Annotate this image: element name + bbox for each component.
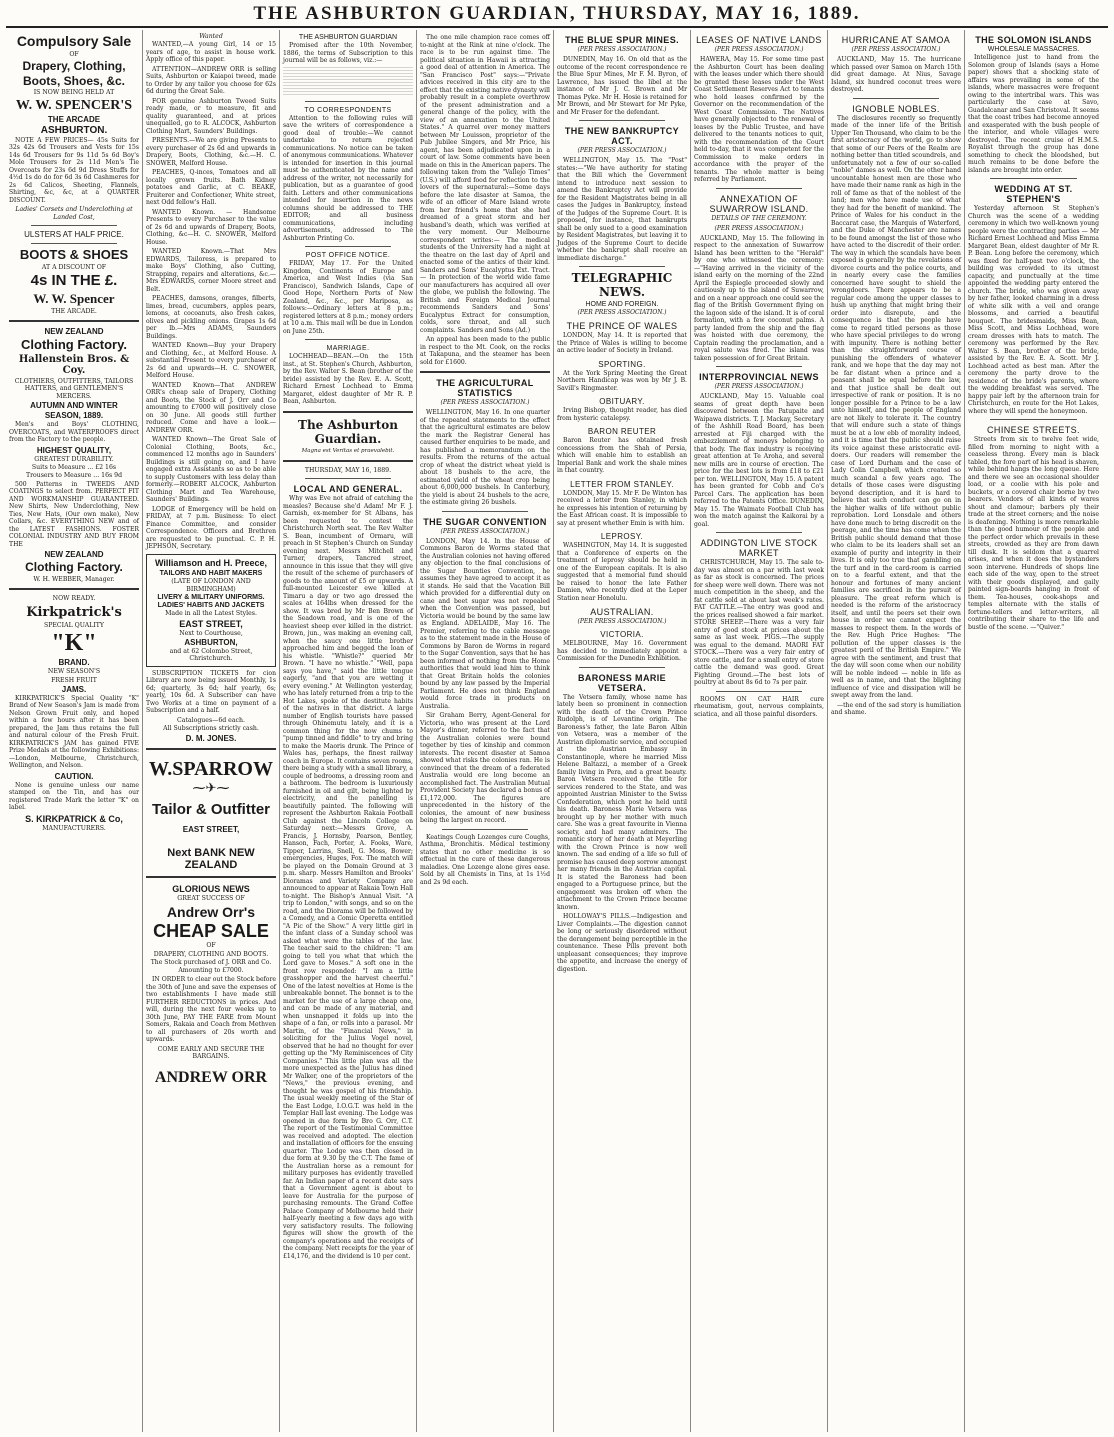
ad-williamson-town: ASHBURTON,	[184, 637, 238, 647]
ad-nz-text: 500 Patterns in TWEEDS AND COATINGS to select from. PERFECT FIT AND WORKMANSHIP GUARANTEED. New Shirts, New Underclothing, New Ties, New Hats, (Our own make), New Collars, &c. EVERYTHING NEW and of the LATEST FASHIONS. FOSTER COLONIAL INDUSTRY AND BUY FROM THE	[9, 480, 139, 548]
section-head-telegraphic: TELEGRAPHIC NEWS.	[571, 271, 673, 299]
ad-subscription-line: All Subscriptions strictly cash.	[163, 725, 259, 733]
section-head: THE SUGAR CONVENTION	[423, 516, 547, 527]
ad-williamson-line: LIVERY & MILITARY UNIFORMS.	[157, 594, 265, 602]
section-head: THE AGRICULTURAL STATISTICS	[436, 378, 534, 398]
divider	[9, 320, 139, 322]
article-text: DUNEDIN, May 16. On old that as the outcome of the recent correspondence re the Blue Spur Mines, Mr F. M. Byron, of Lawrence, has issued the libel at the instance of Mr J. C. Brown and Mr Thomas Pyke. Mr H. Hosie is retained for Mr Brown, and Mr Stewart for Mr Pyke, and Mr Fraser for the defendant.	[557, 56, 687, 116]
ad-sparrow-trade: Tailor & Outfitter	[151, 800, 271, 818]
ad-nz-firm: Hallenstein Bros. & Coy.	[18, 353, 130, 376]
ad-orr-line: COME EARLY AND SECURE THE BARGAINS.	[157, 1045, 265, 1061]
section-head: INTERPROVINCIAL NEWS	[699, 372, 819, 382]
article-text: LONDON, May 15. Mr F. De Winton has received a letter from Stanley, in which he expresses his intention of returning by the East African coast. It is impossible to say at present whether Emin is with him.	[557, 489, 687, 527]
ad-spencer-name: W. W. SPENCER'S	[15, 97, 133, 113]
section-subhead: (PER PRESS ASSOCIATION.)	[714, 224, 804, 232]
masthead-title: THE ASHBURTON GUARDIAN, THURSDAY, MAY 16, 1889.	[253, 3, 861, 24]
classified-ad: LODGE of Emergency will be held on FRIDAY, at 7 p.m. Business: To elect Finance Committee, and consider Correspondence. Officers and Brethren are requested to be punctual. C. P. H. JEPHSON, Secretary.	[146, 505, 276, 551]
ad-williamson-line: (LATE OF LONDON AND BIRMINGHAM)	[171, 578, 251, 593]
ad-subscription-line: Catalogues—6d each.	[177, 716, 245, 724]
section-head: THE NEW BANKRUPTCY ACT.	[564, 126, 680, 146]
classified-ad: PEACHES, Q-inces, Tomatoes and all locally grown fruits. Bath Kidney potatoes and Garlic, at C. BEAKE, Fruiterer and Confectioner, White street, next Odd fellow's Hall.	[146, 169, 276, 207]
ad-nz-line: AUTUMN AND WINTER	[30, 401, 118, 411]
ad-kirk-line: NEW SEASON'S	[47, 668, 101, 676]
ad-spencer-line: Drapery, Clothing,	[22, 59, 126, 74]
ad-nz-text: Men's and Boys' CLOTHING, OVERCOATS, and WATERPROOFS direct from the Factory to the people.	[9, 421, 139, 444]
section-subhead: (PER PRESS ASSOCIATION.)	[577, 309, 667, 316]
divider	[579, 266, 665, 267]
ad-orr-line: OF	[206, 942, 216, 950]
section-head: MARRIAGE.	[326, 345, 370, 352]
ad-spencer-line: THE ARCADE	[47, 114, 101, 124]
classified-ad: PEACHES, damsons, oranges, filberts, limes, bread, cucumbers, apples pears, lemons, at cocoanuts, also fresh cakes, olives and pickling onions. Grapes 1s 6d per lb.—Mrs ADAMS, Saunders Buildings.	[146, 295, 276, 340]
article-text: LONDON, May 14. In the House of Commons Baron de Worms stated that the Australian colonies not having offered any objection to the final conclusions of the Sugar Bounties Convention, he assumes they have agreed to accept it as it stands. He said that the Vacation Bill which provided for a differential duty on cane and beet sugar was not repealed when the Convention was passed, but Victoria would be bound by the same law as England. ADELAIDE, May 16. The Premier, referring to the cable message as to the statement made in the House of Commons by Baron de Worms in regard to the Sugar Convention, says that he has been informed of nothing from the Home authorities that would lead him to think that Great Britain holds the colonies bound by any law passed by the Imperial Parliament. He does not think England would force trade in products on Australia.	[420, 537, 550, 710]
section-head: WEDDING AT ST. STEPHEN'S	[994, 184, 1073, 204]
article-text: LOCHHEAD—BEAN.—On the 15th inst., at St. Stephen's Church, Ashburton, by the Rev. Walter S. Bean (brother of the bride) assisted by the Rev. E. A. Scott, Richard Ernest Lochhead to Emma Margaret, eldest daughter of Mr R. P. Bean, Ashburton.	[283, 353, 413, 405]
ad-nz-line: HIGHEST QUALITY,	[36, 445, 112, 455]
article-text: CHRISTCHURCH, May 15. The sale to-day was almost on a par with last week as far as stock is concerned. The prices for sheep were well down. There was not much competition in the sheep, and the fat cattle sold at about last week's rates. FAT CATTLE.—The entry was good and the prices realised showed a fair market. STORE SHEEP.—There was a very fair entry of good stock at prices about the same as last week. PIGS.—The supply was equal to the demand. MAORI FAT STOCK.—There was a very fair entry of store cattle, and for a small entry of store cattle the demand was good. Great Fighting Ground.—The best lots of poultry at about 8s 6d to 7s per pair.	[694, 559, 824, 686]
ad-subscription-name: D. M. JONES.	[185, 733, 237, 743]
divider	[579, 120, 665, 121]
ad-boots-name: W. W. Spencer	[33, 290, 115, 306]
article-text: WELLINGTON, May 15. The "Post" states:—"We have authority for stating that the Bill which the Government intend to introduce next session to amend the Bankruptcy Act will provide for the Resident Magistrates being in all cases the Judges in Bankruptcy, instead of the Judges of the Supreme Court. It is proposed, for instance, that bankrupts shall be only sued to a good examination by Resident Magistrates, but leaving it to Judges of the Supreme Court to decide whether the bankrupt shall receive an immediate discharge."	[557, 157, 687, 262]
ad-orr-stock: The Stock purchased of J. ORR and Co. Amounting to £7000.	[150, 959, 272, 974]
ad-orr-signature: ANDREW ORR	[154, 1068, 268, 1086]
divider	[31, 225, 117, 226]
ad-spencer-headline: Compulsory Sale	[16, 33, 132, 49]
ad-kirk-line: SPECIAL QUALITY	[44, 621, 104, 629]
section-subhead: (PER PRESS ASSOCIATION.)	[577, 618, 667, 625]
article-text: LONDON, May 14. It is reported that the Prince of Wales is willing to become an active leader of Society in Ireland.	[557, 332, 687, 354]
terms-table	[283, 67, 413, 97]
section-head: POST OFFICE NOTICE.	[305, 252, 391, 259]
ad-ulsters: ULSTERS AT HALF PRICE.	[24, 230, 124, 239]
divider	[716, 691, 802, 692]
article-text: Intelligence just to hand from the Solomon group of Islands (says a Home paper) shows that a shocking state of affairs was prevailing in some of the islands, where massacres were frequent owing to the intertribal wars. This was particularly the case at Savo, Guadalcanar and San Christoval. It seems that the coast tribes had become annoyed and exasperated with the bush people of the interior, and whole villages were destroyed. The recent cruise of H.M.S. Royalist through the group has done something to check the bloodshed, but much remains to be done before the islands are brought into order.	[968, 54, 1099, 174]
classified-ad: ATTENTION—ANDREW ORR is selling Suits, Ashburton or Kaiapoi tweed, made to Order by any tailor you choose for 62s 6d during the Great Sale.	[146, 65, 276, 96]
ad-boots-line: AT A DISCOUNT OF	[41, 263, 107, 271]
divider	[9, 588, 139, 590]
ad-keatings: Keatings Cough Lozenges cure Coughs, Asthma, Bronchitis. Medical testimony states that no other medicine is so effectual in the cure of these dangerous maladies. One Lozenge alone gives ease. Sold by all Chemists in Tins, at 1s 1½d and 2s 9d each.	[420, 833, 550, 886]
article-text: —the end of the sad story is humiliation and shame.	[831, 701, 961, 716]
ad-williamson-line: TAILORS AND HABIT MAKERS	[159, 570, 263, 578]
ad-kirk-name: Kirkpatrick's	[26, 604, 122, 620]
section-head: IGNOBLE NOBLES.	[852, 103, 940, 114]
ad-sparrow-location: Next BANK NEW ZEALAND	[167, 847, 255, 871]
ad-kirk-line: BRAND.	[58, 658, 90, 668]
divider	[305, 101, 391, 102]
article-text: The one mile champion race comes off to-night at the Rink at nine o'clock. The race is to be run against time. The political situation in Hawaii is attracting a good deal of attention in America. The "San Francisco Post" says:—"Private advices received in this city are to the effect that the existing native dynasty will probably result in a complete overthrow of the present administration and a general change of the policy, with the view of an annexation to the United States." A quarrel over money matters between Mr Louisson, proprietor of the Pub Jubilee Singers, and Mr Price, his agent, has been adjudicated upon in a court of law. Some comments have been made on this in the American papers. The following taken from the "Vallejo Times" (U.S.) will afford food for reflection to the lovers of the supernatural:—Some days before the late disaster at Samoa, the wife of an officer of Mare Island wrote from her friend's home that she had dreamed of a great storm and her husband's death, which was verified at the very moment. Our Melbourne correspondent writes:— The medical students of the University had a night at the theatre on the last day of April and enacted some of the antics of their kind. Sanders and Sons' Eucalyptus Ext. Tract.— In protection of the world wide fame our manufacturers has acquired all over the globe, we publish the following. The British and Foreign Medical Journal recommends Sanders and Sons' Eucalyptus Extract for consumption, colds, sore throat, and all such complaints. Sanders and Sons (Ad.)	[420, 34, 550, 334]
article-text: AUCKLAND, May 15. The hurricane which passed over Samoa on March 15th did great damage. At Nius, Savage Island, six hundred coconut trees were destroyed.	[831, 56, 961, 93]
divider	[990, 419, 1077, 420]
ad-nz-line: GREATEST DURABILITY.	[34, 455, 114, 463]
article-text: Why was Eve not afraid of catching the measles? Because she'd Adam! Mr F. J. Garnish, ex-member for St Albans, has been requested to contest the Christchurch North seat. The Rev Walter S. Bean, incumbent of Ormaru, will preach in St Stephen's Church on Sunday evening next. Messrs Mitchell and Turner, drapers, Tancred street, announce in this issue that they will give the result of the scheme of purchasers of goods to the amount of £5 or upwards. A full-mounted Leicester ewe killed at Timaru a day or two ago dressed the scales at 164lbs when dressed for the show. It was bred by Mr Ben Brown of the Seadown road, and is one of the heaviest sheep ever killed in the district. Brown, jun., was making an evening call, when the saucy one little brother approached him and begged the loan of his whistle. "Whistle?" queried Mr Brown. "I have no whistle." "Well, papa says you have," said the little tongue eagerly, "and that you are wetting it every evening." At Wellington yesterday, who has lately returned from a trip to the Hot Lakes, spoke of the destitute habits of the natives in that district. A large number of English tourists have passed through Ohinemutu lately, and it is a common thing for the now chums to "pump tinned and fiddle" to try and bring to make the Maoris drunk. The Prince of Wales has, perhaps, the finest railway coach in Europe. It contains seven rooms, there being a study with a small library, a couple of bedrooms, a dressing room and a bathroom. The bedroom is luxuriously furnished in oil and gilt, being lighted by electricity, and the panelling is beautifully painted. The following will represent the Ashburton Rakaia Football Club against the Lincoln College on Saturday next:—Messrs Grove, A. Francis, J. Hornsby, Pearson, Bentley, Hanson, Fach, Porter, A. Fooks, Ware, Tipper, Larrins, Snell, G. Moss, Bower; emergencies, Huges, Fox. The match will be played on the Domain Ground at 3 p.m. sharp. Messrs Hamilton and Brooks' Dioramas and Variety Company are announced to appear at Rakaia Town Hall to-night. The Bishop's Annual Visit. "A trip to London," with songs, and so on the road, and the Diorama will be followed by a Comedy, and a Comic Operetta entitled "A Pic of the Show." A very little girl in the infant class of a Sunday school was asked what were the tables of the law. The teacher said to the children: "I am going to tell you what that which the Lord gave to Moses." A soft one in the front row responded: "I am a little grasshopper and the harvest cheerful." One of the latest novelties at Home is the unbreakable bonnet. The bonnet is to the market for the use of a large cheap one, and can be made of any material, and when unsnapped it folds up into the shape of a fan, or rolls into a parasol. Mr Martin, of the "Financial News," in soliciting for the Julius Vogel novel, observed that he had no thought for ever getting up the "My Reminiscences of City Companies." This little plan was all the more unexpected as the Julius has dined Mr Walker, one of the proprietors of the "News," the previous evening, and thought he was gospel of his friendship. The usual weekly meeting of the Star of the East Lodge, I.O.G.T. was held in the Templar Hall last evening. The Lodge was opened in due form by Bro G. Orr, C.T. The report of the Testimonial Committee was received and adopted. The election and installation of officers for the ensuing quarter. The Lodge was then closed in due form at 9.30 by the C.T. The fame of the Australian horse as a remount for military purposes has evidently travelled far. An Indian paper of a recent date says that a Government agent is about to leave for Australia for the purpose of purchasing remounts. The Grand Coffee Palace Company of Melbourne held their half-yearly meeting a few days ago with very satisfactory results. The following figures will show the growth of the company's operations and the receipts of the company. Nett receipts for the year of £14,176, and the dividend is 10 per cent.	[283, 495, 413, 1260]
article-text: Attention to the following rules will save the writers of correspondence a good deal of trouble:—We cannot undertake to return rejected communications. No notice can be taken of anonymous communications. Whatever is intended for insertion in this journal must be authenticated by the name and address of the writer, not necessarily for publication, but as a guarantee of good faith. Letters and other communications intended for insertion in the news columns should be addressed to THE EDITOR; and all business communications, including advertisements, addressed to The Ashburton Printing Co.	[283, 114, 413, 242]
classified-ad: WANTED Known—That ANDREW ORR's cheap sale of Drapery, Clothing and Boots, the Stock of J. Orr and Co amounting to £7000 will positively close on 30 June. All goods still further reduced. Come and have a look.—ANDREW ORR.	[146, 381, 276, 434]
section-head: THE ASHBURTON GUARDIAN	[298, 34, 398, 41]
ad-kirk-caution: None is genuine unless our name stamped on the Tin, and has our registered Trade Mark the letter "K" on label.	[9, 781, 139, 812]
divider	[716, 366, 802, 367]
article-text: WASHINGTON, May 14. It is suggested that a Conference of experts on the treatment of leprosy should be held in one of the European capitals. It is also suggested that a memorial fund should be raised to honor the late Father Damien, who recently died at the Leper Station near Honolulu.	[557, 542, 687, 602]
ad-boots-discount: 4s IN THE £.	[30, 272, 118, 290]
section-subhead: HOME AND FOREIGN.	[585, 301, 659, 308]
classified-ad: WANTED Known—The Great Sale of Colonial Clothing, Boots, &c., commenced 12 months ago in Saunders' Buildings is still going on, and I have engaged extra Assistants so as to be able to supply Customers with less delay than formerly.—ROBERT ALCOCK, Ashburton Clothing Mart and Tea Warehouse, Saunders' Buildings.	[146, 436, 276, 504]
section-head: BARONESS MARIE VETSERA.	[577, 672, 667, 693]
ad-rooms: ROOMS ON CAT HAIR cure rheumatism, gout, nervous complaints, sciatica, and all those painful disorders.	[694, 695, 824, 718]
divider	[305, 478, 391, 479]
article-text: Streets from six to twelve feet wide, filled from morning to night with a ceaseless throng. Every man is black tabled, the fore part of his head is shaven, while behind hangs the long queue. Here and there we see an occasional shoulder load, or a coolie with his pole and buckets, or a covered chair borne by two bearers. Vendors of all kinds of wares shout and clamour; barbers ply their trade at the street corners; and the noise is deafening. Nothing is more remarkable than the good humour of the people and the perfect order which prevails in these streets, crowded as they are from dawn till dusk. It is seldom that a quarrel arises, and when it does the bystanders soon intervene. Hundreds of shops line each side of the way, open to the street with their goods displayed, and gaily painted sign-boards hanging in front of them. Tea-houses, cook-shops and temples alternate with the stalls of fortune-tellers and letter-writers, all contributing their share to the life and bustle of the scene. —"Quiver."	[968, 436, 1099, 631]
article-text: The Vetsera family, whose name has lately been so prominent in connection with the death of the Crown Prince Rudolph, is of Levantine origin. The Baroness's father, the late Baron Albin von Vetsera, was a member of the Austrian diplomatic service, and occupied at the Austrian Embassy in Constantinople, where he married Miss Helene Baltazzi, a member of a Greek family living in Pera, and a great beauty. Baron Vetsera received the title for services rendered to the State, and was appointed Austrian Minister to the Swiss Confederation, which post he held until his death. Baroness Marie Vetsera was brought up by her mother with much care. She was a great favourite in Vienna society, and had many admirers. The romantic story of her death at Meyerling with the Crown Prince is now well known. The sad ending of a life so full of promise has caused deep sorrow amongst her many friends in the Austrian capital. It is stated the Baroness had been engaged to a Portuguese prince, but the engagement was broken off when the attachment to the Crown Prince became known.	[557, 693, 687, 911]
ad-williamson-line: Next to Courthouse,	[179, 629, 243, 637]
article-text: AUCKLAND, May 15. Valuable coal seams of great depth have been discovered between the Patupaite and Waipawa districts. T. J. Mackay, Secretary of the Ashhill Road Board, has been arrested at Fiji charged with the embezzlement of moneys belonging to that body. The flax industry is receiving great attention at Te Aroha, and several new mills are in course of erection. The price for the best lots is from £18 to £21 per ton. WELLINGTON, May 15. A patent has been granted for Cobb and Co's Parcel Cars. The application has been referred to the Patents Office. DUNEDIN, May 15. The Waimate Football Club has won the match against the Kaikorai by a goal.	[694, 393, 824, 528]
ad-subscription: SUBSCRIPTION TICKETS for cion Library are now being issued Monthly, 1s 6d; quarterly, 3s 6d; half yearly, 6s; yearly, 10s 6d. A Subscriber can have Two Works at a time on payment of a Subscription and a half.	[146, 669, 276, 715]
article-text: FRIDAY, May 17. For the United Kingdom, Continents of Europe and America, and West Indies (via San Francisco), Sandwich Islands, Cape of Good Hope, Northern Ports of New Zealand, &c., &c., per Mariposa, as follows:—Ordinary letters at 8 p.m.; registered letters at 8 p.m.; money orders at 10 a.m. This mail will be due in London on June 25th.	[283, 260, 413, 335]
article-text: Baron Reuter has obtained fresh concessions from the Shah of Persia, which will enable him to establish an Imperial Bank and work the shale mines in that country.	[557, 437, 687, 474]
ad-spencer-footer: Ladies' Corsets and Underclothing at Landed Cost,	[15, 206, 133, 221]
article-text: The disclosures recently so frequently made of the inner life of the British Upper Ten Thousand, who claim to be the first aristocracy of the world, go to show that some of our Peers of the Realm are nothing better than titled scoundrels, and unfortunately not a few of our so-called "noble" dames as well. On the other hand uncountable honest men are those who have made their name rank as high in the roll of fame as that of the noblest of the land; men who have made use of what they had for the benefit of mankind. The Prince of Wales for his conduct in the Baccarat case, the Marquis of Waterford, and the Duke of Manchester are names to be found amongst the list of those who have acted to the discredit of their order. The way in which the scandals have been exposed is generally by the revelations of divorce courts and the police courts, and in nearly every case the families concerned have sought to shield the wrongdoers. There appears to be a regular code among the upper classes to hush up anything that might bring their order into disrepute, and the consequence is that the people have come to regard titled persons as those who have special privileges to do wrong with impunity. There is nothing better than the straightforward course of punishing the offenders of whatever rank, and we hope that the day may not be far distant when a prince and a peasant shall be equal before the law, and that justice shall be dealt out irrespective of rank or position. It is no longer possible for a Prince to be a law unto himself, and the people of England are not likely to tolerate it. The country that will endure such a state of things must be at a low ebb of morality indeed, and it is time that the public should raise its voice against these aristocratic evil-doers. Our readers will remember the case of Lord Durham and the case of Lady Colin Campbell, which created so much scandal a few years ago. The details of those cases were disgusting beyond description, and it is hard to believe that such conduct can go on in the higher walks of life without public reprobation. Lord Lonsdale and others have done much to bring discredit on the peerage, and the time has come when the British public should demand that those who claim to be its leaders shall set an example of purity and integrity in their lives. It is only too true that gambling on the turf and in the card-room is carried on to a fearful extent, and that the honour and fortunes of many ancient families are sacrificed in the pursuit of pleasure. The great reform which is needed is the reform of the aristocracy itself, and until the peers set their own house in order we cannot expect the masses to respect them. In the words of the Rev. Hugh Price Hughes: "The pollution of the upper classes is the greatest peril of the British Empire." We agree with the sentiment, and trust that the day will soon come when our nobility will be noble indeed — noble in life as well as in name, and that the blighting influence of vice and dissipation will be swept away from the land.	[831, 114, 961, 699]
column-3	[280, 30, 417, 1432]
article-text: Yesterday afternoon St Stephen's Church was the scene of a wedding ceremony in which two well-known young people were the contracting parties — Mr Richard Ernest Lochhead and Miss Emma Margaret Bean, eldest daughter of Mr R. P. Bean. Long before the ceremony, which was fixed for half-past two o'clock, the building was crowded to its utmost capacity, and punctually at the time appointed the wedding party entered the church. The bride, who was given away by her father, looked charming in a dress of white silk with a veil and orange blossoms, and carried a beautiful bouquet. The bridesmaids, Miss Bean, Miss Scott, and Miss Lochhead, wore cream dresses with hats to match. The ceremony was performed by the Rev. Walter S. Bean, brother of the bride, assisted by the Rev. E. A. Scott. Mr J. Lochhead acted as best man. After the ceremony the party drove to the residence of the bride's parents, where the wedding breakfast was served. The happy pair left by the afternoon train for Christchurch, en route for the Hot Lakes, where they will spend the honeymoon.	[968, 205, 1099, 415]
ad-nz-line: SEASON, 1889.	[44, 411, 104, 421]
ad-kirk-line: FRESH FRUIT	[51, 676, 97, 684]
section-subhead: (PER PRESS ASSOCIATION.)	[440, 399, 530, 406]
divider	[579, 667, 665, 668]
section-head: LEPROSY.	[600, 532, 644, 541]
section-head: BARON REUTER	[587, 427, 657, 436]
ad-williamson-street: EAST STREET,	[179, 618, 243, 629]
article-text: Irving Bishop, thought reader, has died from hysteric catalepsy.	[557, 407, 687, 422]
article-text: MELBOURNE, May 16. Government has decided to immediately appoint a Commission for the Dunedin Exhibition.	[557, 640, 687, 662]
ad-spencer-prices: NOTE A FEW PRICES— 45s Suits for 32s 42s 6d Trousers and Vests for 15s 14s 6d Trousers for 9s 11d 5s 6d Boy's Mole Trousers for 2s 11d Men's Tie Overcoats for 23s 6d 9d Dress Stuffs for 4½d 1s do do for 6d 3s 6d Cashmeres for 2s 6d Calicos, Sheeting, Flannels, Shirting, &c, &c, at a QUARTER DISCOUNT.	[9, 136, 139, 204]
ad-nz-price: Suits to Measure ... £2 16s	[31, 463, 117, 471]
divider	[442, 511, 528, 512]
column-8	[965, 30, 1102, 1432]
ad-kirk-brand-k: "K"	[51, 630, 97, 657]
section-head: LEASES OF NATIVE LANDS	[696, 35, 822, 45]
section-head: TO CORRESPONDENTS	[304, 106, 392, 114]
ad-orr-name: Andrew Orr's	[166, 903, 256, 920]
divider	[146, 876, 276, 878]
section-head: ANNEXATION OF SUWARROW ISLAND.	[709, 193, 809, 214]
section-subhead: (PER PRESS ASSOCIATION.)	[440, 527, 530, 535]
ad-nz-headline: Clothing Factory.	[25, 560, 123, 575]
sparrow-bird-icon: ⁓✈⁓	[192, 780, 230, 796]
divider	[420, 371, 550, 373]
ad-kirk-line: NOW READY.	[52, 595, 96, 603]
section-head: ADDINGTON LIVE STOCK MARKET	[700, 538, 818, 558]
ad-nz-price: Trousers to Measure ... 16s 9d	[25, 472, 123, 480]
section-subhead: (PER PRESS ASSOCIATION.)	[714, 46, 804, 53]
section-head: THE BLUE SPUR MINES.	[564, 35, 679, 45]
divider	[305, 246, 391, 247]
ad-spencer-line: IS NOW BEING HELD AT	[33, 89, 115, 97]
ad-orr-sale: CHEAP SALE	[153, 920, 269, 941]
section-subhead: (PER PRESS ASSOCIATION.)	[851, 46, 941, 53]
ad-spencer-of: OF	[69, 50, 79, 58]
ad-kirk-caution-head: CAUTION.	[54, 771, 94, 781]
section-head: THE SOLOMON ISLANDS	[975, 35, 1092, 45]
divider	[716, 188, 802, 189]
classified-ad: WANTED,—A young Girl, 14 or 15 years of age, to assist in house work. Apply office of this paper.	[146, 41, 276, 64]
ad-williamson-line: and at 62 Colombo Street, Christchurch.	[169, 647, 253, 663]
ad-williamson-name: Williamson and H. Preece,	[155, 557, 267, 568]
column-5	[554, 30, 691, 1432]
ad-orr-line: DRAPERY, CLOTHING AND BOOTS.	[153, 950, 269, 958]
column-1	[6, 30, 143, 1432]
divider	[853, 98, 939, 99]
ad-nz-headline: Clothing Factory.	[21, 337, 127, 353]
section-head: VICTORIA.	[600, 630, 644, 639]
ad-boots-line: THE ARCADE.	[51, 307, 97, 315]
section-subhead: (PER PRESS ASSOCIATION.)	[714, 383, 804, 390]
divider	[31, 243, 117, 244]
article-text: AUCKLAND, May 15. The following in respect to the annexation of Suwarrow Island has been written to the "Herald" by one who witnessed the ceremony:—"Having arrived in the vicinity of the island early on the morning of the 22nd April the Espiegle proceeded slowly and cautiously up to the island of Suwarrow, and on a near approach one could see the flag of the British Government flying on the lagoon side of the island. It is of coral formation, with a few coconut palms. A party landed from the ship and the flag was hoisted with due ceremony, the Captain reading the proclamation, and a royal salute was fired. The island was taken possession of for Great Britain.	[694, 234, 824, 362]
divider	[990, 178, 1077, 179]
classified-ad: WANTED Known. — Handsome Presents to every Purchaser to the value of 2s 6d and upwards of Drapery, Boots, Clothing, &c—H. C. SNOWER, Melford House.	[146, 208, 276, 246]
section-head: HURRICANE AT SAMOA	[841, 35, 951, 45]
ad-nz-manager: W. H. WEBBER, Manager.	[33, 575, 115, 583]
section-head: OBITUARY.	[599, 397, 645, 406]
ad-spencer-line: Boots, Shoes, &c.	[22, 73, 126, 88]
article-text: HAWERA, May 15. For some time past the Ashburton Court has been dealing with the leases under which there should be granted these leases under the West Coast Settlement Reserves Act to tenants who hold leases confirmed by the Governor on the recommendation of the West Coast Commission. The Natives have generally objected to the renewal of leases by the Public Trustee, and have delivered to the tenants notices to quit, with the recommendation of the Court held to-day, that it was competent for the Commission to make orders in accordance with the prayer of the tenants. The whole matter is being referred by Parliament.	[694, 56, 824, 183]
ad-williamson	[146, 554, 276, 667]
divider	[146, 748, 276, 750]
ad-nz-line: NEW ZEALAND	[44, 550, 104, 560]
article-text: WELLINGTON, May 16. In one quarter of the repeated statements to the effect that the agricultural estimates are below the mark the Registrar General has caused further enquiries to be made, and has published a memorandum on the results. From the returns of the actual crop of wheat the district wheat yield is about 18 bushels to the acre, the estimated yield of the wheat crop being about 6,000,000 bushels. In Canterbury, the yield is about 24 bushels to the acre, the estimate giving 26 bushels.	[420, 409, 550, 506]
section-subhead: (PER PRESS ASSOCIATION.)	[577, 46, 667, 53]
column-6	[691, 30, 828, 1432]
column-2	[143, 30, 280, 1432]
ad-williamson-line: Made in all the Latest Styles.	[165, 610, 257, 618]
columns	[6, 30, 1108, 1432]
ad-williamson-line: LADIES' HABITS AND JACKETS	[157, 602, 265, 610]
ad-boots-headline: BOOTS & SHOES	[19, 247, 129, 262]
classified-ad: WANTED Known—Buy your Drapery and Clothing, &c., at Melford House. A substantial Present to every purchaser of 2s 6d and upwards—H. C. SNOWER, Melford House.	[146, 342, 276, 380]
ad-orr-line: GLORIOUS NEWS	[172, 884, 250, 895]
ad-orr-line: GREAT SUCCESS OF	[177, 895, 245, 903]
column-7	[828, 30, 965, 1432]
section-head: LETTER FROM STANLEY.	[570, 479, 674, 489]
classified-ad: PRESENTS.—We are giving Presents to every purchaser of 2s 6d and upwards in Drapery, Boots, Clothing, &c.—H. C. SNOWER, Melford House.	[146, 137, 276, 167]
section-subhead: DETAILS OF THE CEREMONY.	[711, 214, 807, 222]
editorial-date: THURSDAY, MAY 16, 1889.	[304, 466, 392, 474]
section-wanted-head: Wanted	[199, 33, 223, 40]
editorial-title: The Ashburton Guardian.	[298, 417, 398, 446]
subscription-terms: Promised after the 10th November, 1886, the terms of Subscription to this journal will be as follows, viz.:—	[283, 42, 413, 64]
section-subhead: WHOLESALE MASSACRES.	[987, 46, 1080, 53]
editorial-motto: Magna est Veritas et praevalebit.	[301, 447, 395, 454]
classified-ad: FOR genuine Ashburton Tweed Suits ready made, or to measure, fit and quality guaranteed, and at prices unequalled, go to R. ALCOCK, Ashburton Clothing Mart, Saunders' Buildings.	[146, 97, 276, 135]
ad-kirk-line: JAMS.	[61, 684, 87, 694]
ad-orr-text: IN ORDER to clear out the Stock before the 30th of June and save the expenses of two establishments I have made still FURTHER REDUCTIONS in prices. And will, during the next four weeks up to 30th June, PAY THE FARE from Mount Somers, Rakaia and Coach from Methven to all purchasers of 20s worth and upwards.	[146, 976, 276, 1044]
section-head: CHINESE STREETS.	[987, 425, 1080, 435]
divider	[442, 829, 528, 830]
article-text: At the York Spring Meeting the Great Northern Handicap was won by Mr J. B. Savill's Ringmaster.	[557, 369, 687, 392]
section-head: LOCAL AND GENERAL.	[293, 484, 403, 495]
divider	[716, 532, 802, 533]
ad-spencer-town: ASHBURTON.	[40, 124, 108, 136]
column-4	[417, 30, 554, 1432]
ad-kirk-firm: S. KIRKPATRICK & Co,	[25, 813, 123, 824]
divider	[305, 339, 391, 340]
ad-sparrow-name: W.SPARROW	[149, 757, 273, 780]
divider	[283, 411, 413, 413]
classified-ad: WANTED Known.—That Mrs EDWARDS, Tailoress, is prepared to make Boys' Clothing, also Cutting, Strapping, repairs and alterations, &c.—Mrs EDWARDS, corner Moore street and Belt.	[146, 248, 276, 293]
masthead	[6, 2, 1108, 28]
article-text: An appeal has been made to the public in respect to the Mt. Cook, on the rocks at Takapuna, and the steamer has been sold for £1600.	[420, 336, 550, 366]
ad-nz-line: NEW ZEALAND	[44, 327, 104, 337]
ad-sparrow-street: EAST STREET,	[182, 825, 240, 835]
section-head: SPORTING.	[598, 359, 646, 369]
article-text: Sir Graham Berry, Agent-General for Victoria, who was present at the Lord Mayor's dinner, referred to the fact that the Australian colonies were bound together by ties of kinship and common interests. The recent disaster at Samoa showed what risks the colonies ran. He is convinced that the dream of a federated Australia would ere long become an accomplished fact. The Australian Mutual Provident Society has declared a bonus of £1,172,000. The figures are unprecedented in the history of the colonies, the amount of new business being the largest on record.	[420, 712, 550, 824]
section-head: THE PRINCE OF WALES	[566, 321, 678, 331]
ad-nz-line: CLOTHIERS, OUTFITTERS, TAILORS HATTERS, and GENTLEMEN'S MERCERS.	[14, 377, 134, 400]
section-subhead: (PER PRESS ASSOCIATION.)	[577, 147, 667, 154]
section-head: AUSTRALIAN.	[590, 607, 654, 617]
divider	[283, 460, 413, 462]
ad-holloway: HOLLOWAY'S PILLS.—Indigestion and Liver Complaints.—The digestion cannot be long or seriously disordered without the derangement being perceptible in the countenance. These Pills prevent both unpleasant consequences; they improve the appetite, and increase the energy of digestion.	[557, 913, 687, 973]
ad-kirk-line: MANUFACTURERS.	[42, 824, 106, 832]
ad-kirk-text: KIRKPATRICK'S Special Quality "K" Brand of New Season's Jam is made from Nelson Grown Fruit only, and hoped within a few hours after it has been prepared, the Jam thus retains the full and natural colour of the Fresh Fruit. KIRKPATRICK'S JAM has gained FIVE Prize Medals at the following Exhibitions:—London, Melbourne, Christchurch, Wellington, and Nelson.	[9, 694, 139, 770]
